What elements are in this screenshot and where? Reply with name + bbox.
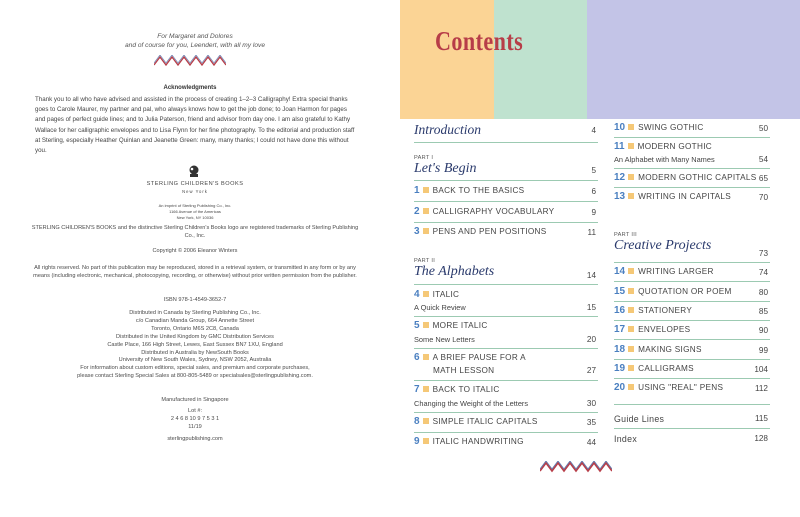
distribution-line: Toronto, Ontario M6S 2C8, Canada xyxy=(151,325,239,332)
lot-number xyxy=(28,408,362,432)
address-line: 1166 Avenue of the Americas xyxy=(169,208,221,214)
chapter-number: 18 xyxy=(614,344,626,355)
contents-title: Contents xyxy=(435,26,524,56)
chapter-number: 13 xyxy=(614,191,626,202)
chapter-title: MAKING SIGNS xyxy=(638,345,702,354)
dedication-line-1: For Margaret and Dolores xyxy=(157,33,233,40)
square-bullet-icon xyxy=(423,322,429,328)
part-label: PART I xyxy=(414,155,434,161)
zigzag-ornament-icon xyxy=(540,461,612,473)
toc-entry[interactable] xyxy=(414,416,538,427)
chapter-title: CALLIGRAPHY VOCABULARY xyxy=(432,207,555,216)
chapter-title: A BRIEF PAUSE FOR A xyxy=(432,353,526,362)
square-bullet-icon xyxy=(628,346,634,352)
chapter-number: 7 xyxy=(414,384,420,395)
divider xyxy=(614,378,770,379)
toc-page: 112 xyxy=(754,384,768,393)
chapter-title: QUOTATION OR POEM xyxy=(638,287,732,296)
lot-date: 11/19 xyxy=(188,423,202,430)
divider xyxy=(414,432,598,433)
toc-entry[interactable] xyxy=(614,363,694,374)
toc-entry[interactable] xyxy=(414,384,500,395)
chapter-title: MODERN GOTHIC xyxy=(637,142,712,151)
toc-page: 99 xyxy=(758,346,768,355)
toc-entry-continued xyxy=(433,366,494,375)
chapter-subtitle: An Alphabet with Many Names xyxy=(614,155,715,164)
divider xyxy=(414,412,598,413)
chapter-title: SIMPLE ITALIC CAPITALS xyxy=(432,417,538,426)
address-line: New York, NY 10036 xyxy=(176,214,214,220)
toc-guide-lines[interactable] xyxy=(614,414,664,424)
toc-page: 20 xyxy=(586,335,596,344)
isbn: ISBN 978-1-4549-3652-7 xyxy=(163,297,227,303)
square-bullet-icon xyxy=(423,354,429,360)
chapter-title-line-2: MATH LESSON xyxy=(433,366,495,375)
divider xyxy=(614,281,770,282)
divider xyxy=(414,180,598,181)
info-line: please contact Sterling Special Sales at 800-805-5489 or specialsales@sterlingpublishing.com. xyxy=(77,372,313,379)
chapter-title: WRITING LARGER xyxy=(638,267,714,276)
chapter-number: 15 xyxy=(614,286,626,297)
distribution-line: Castle Place, 166 High Street, Lewes, East Sussex BN7 1XU, England xyxy=(107,341,283,348)
chapter-number: 11 xyxy=(614,141,625,152)
distribution-line: University of New South Wales, Sydney, NSW 2052, Australia xyxy=(118,357,272,364)
divider xyxy=(614,187,770,188)
toc-page: 74 xyxy=(758,268,768,277)
toc-page: 65 xyxy=(758,174,768,183)
toc-entry[interactable] xyxy=(414,436,524,447)
toc-entry[interactable] xyxy=(614,344,702,355)
chapter-subtitle: Some New Letters xyxy=(414,335,475,344)
square-bullet-icon xyxy=(628,307,634,313)
chapter-title: ITALIC xyxy=(432,290,460,299)
chapter-title: BACK TO ITALIC xyxy=(432,385,500,394)
toc-page: 128 xyxy=(754,434,768,443)
toc-entry[interactable] xyxy=(414,185,524,196)
chapter-title: MORE ITALIC xyxy=(432,321,488,330)
chapter-title: ITALIC HANDWRITING xyxy=(432,437,524,446)
square-bullet-icon xyxy=(628,365,634,371)
divider xyxy=(614,137,770,138)
chapter-subtitle: A Quick Review xyxy=(414,303,466,312)
chapter-number: 1 xyxy=(414,185,420,196)
toc-entry[interactable] xyxy=(414,289,459,300)
distribution-line: Distributed in Canada by Sterling Publishing Co., Inc. xyxy=(129,310,261,316)
zigzag-ornament-icon xyxy=(154,55,226,67)
chapter-number: 6 xyxy=(414,352,420,363)
square-bullet-icon xyxy=(628,268,634,274)
square-bullet-icon xyxy=(423,291,429,297)
divider xyxy=(614,404,770,405)
divider xyxy=(614,262,770,263)
square-bullet-icon xyxy=(628,174,634,180)
chapter-title: SWING GOTHIC xyxy=(638,123,704,132)
toc-part-title[interactable]: The Alphabets xyxy=(414,264,495,279)
toc-page: 80 xyxy=(758,288,768,297)
toc-page: 70 xyxy=(758,193,768,202)
chapter-number: 9 xyxy=(414,436,420,447)
toc-entry[interactable] xyxy=(614,382,723,393)
square-bullet-icon xyxy=(628,326,634,332)
distribution-info xyxy=(28,310,362,365)
chapter-title: USING "REAL" PENS xyxy=(638,383,724,392)
lot-label: Lot #: xyxy=(188,408,202,414)
square-bullet-icon xyxy=(423,228,429,234)
color-band-orange xyxy=(400,0,494,119)
toc-entry[interactable] xyxy=(614,141,712,152)
divider xyxy=(614,301,770,302)
toc-page: 54 xyxy=(758,155,768,164)
toc-part-title[interactable]: Creative Projects xyxy=(614,238,712,253)
toc-page: 6 xyxy=(591,187,596,196)
square-bullet-icon xyxy=(423,208,429,214)
divider xyxy=(414,222,598,223)
distribution-line: Distributed in the United Kingdom by GMC Distribution Services xyxy=(116,333,274,340)
publisher-name: STERLING CHILDREN'S BOOKS xyxy=(146,181,244,187)
toc-page: 85 xyxy=(758,307,768,316)
info-line: For information about custom editions, special sales, and premium and corporate purchases, xyxy=(80,365,310,371)
chapter-number: 19 xyxy=(614,363,626,374)
chapter-title: PENS AND PEN POSITIONS xyxy=(432,227,547,236)
chapter-number: 14 xyxy=(614,266,626,277)
square-bullet-icon xyxy=(423,386,429,392)
chapter-title: WRITING IN CAPITALS xyxy=(638,192,732,201)
toc-page: 15 xyxy=(586,303,596,312)
divider xyxy=(614,339,770,340)
divider xyxy=(414,348,598,349)
toc-page: 44 xyxy=(586,438,596,447)
toc-page: 50 xyxy=(758,124,768,133)
print-line: 2 4 6 8 10 9 7 5 3 1 xyxy=(170,415,220,422)
acknowledgments-text: Thank you to all who have advised and assisted in the process of creating 1–2–3 Calligraphy! Extra special thanks goes to Carole Maurer, my partner and pal, who always knows how to get the job done; to Joan Harmon for pages and pages of perfect guide lines; and to Julia Paterson, friend and advisor from day one. I am also grateful to Kathy Wallace for her calligraphic envelopes and to Lisa Flynn for her fine photography. To the editorial and production staff at Sterling, especially Heather Quinlan and Jeanette Green: many, many thanks; I could not have done this without you. xyxy=(35,96,355,155)
toc-page: 30 xyxy=(586,399,596,408)
square-bullet-icon xyxy=(628,384,634,390)
chapter-number: 4 xyxy=(414,289,420,300)
toc-page: 11 xyxy=(587,228,596,237)
chapter-number: 20 xyxy=(614,382,626,393)
publisher-url: sterlingpublishing.com xyxy=(167,436,223,442)
chapter-number: 16 xyxy=(614,305,626,316)
toc-index[interactable] xyxy=(614,434,637,444)
toc-label: Index xyxy=(614,434,638,444)
square-bullet-icon xyxy=(628,288,634,294)
trademark-notice: STERLING CHILDREN'S BOOKS and the distinctive Sterling Children's Books logo are registered trademarks of Sterling Publishing Co., Inc. xyxy=(31,225,359,239)
copyright-notice: Copyright © 2006 Eleanor Winters xyxy=(152,248,238,254)
divider xyxy=(414,284,598,285)
divider xyxy=(414,201,598,202)
part-label: PART II xyxy=(414,258,436,264)
toc-page: 4 xyxy=(591,126,596,135)
toc-page: 90 xyxy=(758,326,768,335)
square-bullet-icon xyxy=(423,438,429,444)
toc-introduction[interactable]: Introduction xyxy=(414,122,481,137)
acknowledgments-heading: Acknowledgments xyxy=(163,85,217,91)
divider xyxy=(614,428,770,429)
toc-page: 27 xyxy=(586,366,596,375)
toc-entry[interactable] xyxy=(414,352,526,363)
toc-entry[interactable] xyxy=(614,172,756,183)
toc-entry[interactable] xyxy=(614,191,731,202)
chapter-subtitle: Changing the Weight of the Letters xyxy=(414,399,529,408)
chapter-title: BACK TO THE BASICS xyxy=(432,186,525,195)
divider xyxy=(414,380,598,381)
special-sales-info xyxy=(28,365,362,381)
toc-page: 5 xyxy=(591,166,596,175)
divider xyxy=(614,359,770,360)
divider xyxy=(614,168,770,169)
toc-entry[interactable] xyxy=(614,266,714,277)
divider xyxy=(414,142,598,143)
color-band-violet xyxy=(587,0,800,119)
square-bullet-icon xyxy=(423,418,429,424)
toc-page: 35 xyxy=(586,418,596,427)
publisher-address xyxy=(40,203,350,220)
divider xyxy=(414,316,598,317)
chapter-title: MODERN GOTHIC CAPITALS xyxy=(638,173,757,182)
sterling-logo-icon xyxy=(187,164,201,178)
toc-entry[interactable] xyxy=(614,286,732,297)
toc-entry[interactable] xyxy=(614,305,692,316)
square-bullet-icon xyxy=(628,124,634,130)
toc-entry[interactable] xyxy=(614,324,690,335)
toc-page: 14 xyxy=(586,271,596,280)
square-bullet-icon xyxy=(423,187,429,193)
distribution-line: c/o Canadian Manda Group, 664 Annette Street xyxy=(135,317,255,324)
toc-page: 104 xyxy=(754,365,768,374)
chapter-number: 12 xyxy=(614,172,626,183)
toc-entry[interactable] xyxy=(414,206,554,217)
chapter-number: 5 xyxy=(414,320,420,331)
chapter-title: STATIONERY xyxy=(638,306,693,315)
distribution-line: Distributed in Australia by NewSouth Books xyxy=(141,349,249,356)
address-line: An imprint of Sterling Publishing Co., Inc. xyxy=(158,203,232,208)
toc-label: Guide Lines xyxy=(614,414,665,424)
chapter-number: 17 xyxy=(614,324,626,335)
part-label: PART III xyxy=(614,232,637,238)
divider xyxy=(614,320,770,321)
chapter-number: 2 xyxy=(414,206,420,217)
toc-part-title[interactable]: Let's Begin xyxy=(414,161,477,176)
rights-notice: All rights reserved. No part of this publication may be reproduced, stored in a retrieval system, or transmitted in any form or by any means (including electronic, mechanical, photocopying, recording, or otherwise) without prior written permission from the publisher. xyxy=(33,265,357,279)
contents-page xyxy=(400,0,800,517)
publisher-city: New York xyxy=(182,189,208,194)
manufactured-in: Manufactured in Singapore xyxy=(161,397,229,403)
chapter-number: 10 xyxy=(614,122,626,133)
chapter-title: ENVELOPES xyxy=(638,325,691,334)
chapter-number: 8 xyxy=(414,416,420,427)
chapter-number: 3 xyxy=(414,226,420,237)
toc-entry[interactable] xyxy=(414,320,488,331)
color-band-green xyxy=(494,0,587,119)
toc-page: 9 xyxy=(591,208,596,217)
chapter-title: CALLIGRAMS xyxy=(638,364,694,373)
toc-entry[interactable] xyxy=(414,226,547,237)
dedication-line-2: and of course for you, Leendert, with all my love xyxy=(124,42,265,49)
toc-page: 115 xyxy=(754,414,768,423)
square-bullet-icon xyxy=(628,143,634,149)
toc-page: 73 xyxy=(758,249,768,258)
toc-entry[interactable] xyxy=(614,122,704,133)
square-bullet-icon xyxy=(628,193,634,199)
